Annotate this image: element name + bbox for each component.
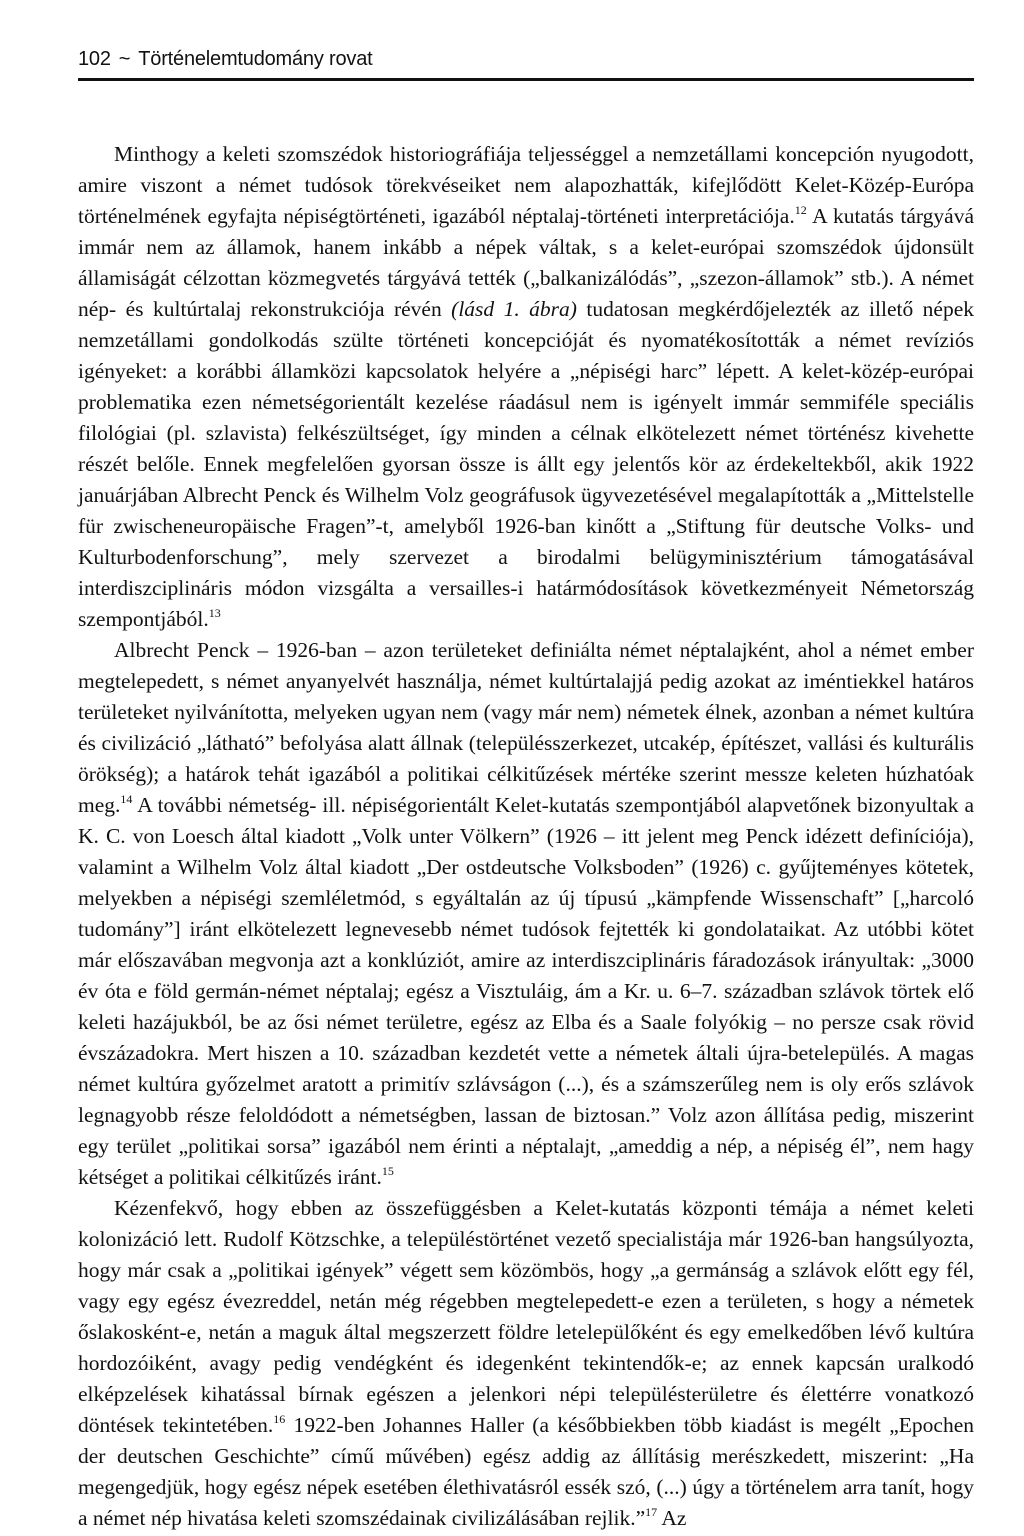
header-rule — [78, 78, 974, 81]
page-number: 102 — [78, 48, 111, 70]
page — [78, 48, 974, 1534]
footnote-ref: 12 — [794, 203, 807, 217]
footnote-ref: 15 — [381, 1164, 394, 1178]
text-run: tudatosan megkérdőjelezték az illető népek nemzetállami gondolkodás szülte történeti koncepcióját és nyomatékosították a német revíziós igényeket: a korábbi államközi kapcsolatok helyére a „népiségi harc” lépett. A kelet-közép-európai problematika ezen németségorientált kezelése ráadásul nem is igényelt immár semmiféle speciális filológiai (pl. szlavista) felkészültséget, így minden a célnak elkötelezett német történész kivehette részét belőle. Ennek megfelelően gyorsan össze is állt egy jelentős kör az érdekeltekből, akik 1922 januárjában Albrecht Penck és Wilhelm Volz geográfusok ügyvezetésével megalapították a „Mittelstelle für zwischeneuropäische Fragen”-t, amelyből 1926-ban kinőtt a „Stiftung für deutsche Volks- und Kulturbodenforschung”, mely szervezet a birodalmi belügyminisztérium támogatásával interdiszciplináris módon vizsgálta a versailles-i határmódosítások következményeit Németország szempontjából. — [78, 297, 974, 631]
text-run: Kézenfekvő, hogy ebben az összefüggésben a Kelet-kutatás központi témája a német keleti kolonizáció lett. Rudolf Kötzschke, a településtörténet vezető specialistája már 1926-ban hangsúlyozta, hogy már csak a „politikai igények” végett sem közömbös, hogy „a germánság a szlávok előtt egy fél, vagy egy egész évezreddel, netán még régebben megtelepedett-e ezen a területen, s hogy a németek őslakosként-e, netán a maguk által megszerzett földre letelepülőként és egy emelkedőben lévő kultúra hordozóiként, avagy pedig vendégként és idegenként tekintendők-e; az ennek kapcsán uralkodó elképzelések kihatással bírnak egészen a jelenkori népi településterületre és élettérre vonatkozó döntések tekintetében. — [78, 1196, 974, 1437]
figure-reference: (lásd 1. ábra) — [451, 297, 577, 321]
footnote-ref: 13 — [208, 606, 221, 620]
footnote-ref: 14 — [120, 792, 133, 806]
text-run: 1922-ben Johannes Haller (a későbbiekben több kiadást is megélt „Epochen der deutschen Geschichte” című művében) egész addig az állításig merészkedett, miszerint: „Ha megengedjük, hogy egész népek esetében élethivatásról essék szó, (...) úgy a történelem arra tanít, hogy a német nép hivatása keleti szomszédainak civilizálásában rejlik.” — [78, 1413, 974, 1530]
section-title: Történelemtudomány rovat — [138, 48, 373, 70]
text-run: Minthogy a keleti szomszédok historiográfiája teljességgel a nemzetállami koncepción nyugodott, amire viszont a német tudósok törekvéseiket nem alapozhatták, kifejlődött Kelet-Közép-Európa történelmének egyfajta népiségtörténeti, igazából néptalaj-történeti interpretációja. — [78, 142, 974, 228]
paragraph — [78, 635, 974, 1193]
text-run: A további németség- ill. népiségorientált Kelet-kutatás szempontjából alapvetőnek bizonyultak a K. C. von Loesch által kiadott „Volk unter Völkern” (1926 – itt jelent meg Penck idézett definíciója), valamint a Wilhelm Volz által kiadott „Der ostdeutsche Volksboden” (1926) c. gyűjteményes kötetek, melyekben a népiségi szemléletmód, s egyáltalán az új típusú „kämpfende Wissenschaft” [„harcoló tudomány”] iránt elkötelezett legnevesebb német tudósok fejtették ki gondolataikat. Az utóbbi kötet már előszavában megvonja azt a konklúziót, amire az interdiszciplináris fáradozások irányultak: „3000 év óta e föld germán-német néptalaj; egész a Visztuláig, ám a Kr. u. 6–7. században szlávok törtek elő keleti hazájukból, be az ősi német területre, egész az Elba és a Saale folyókig – no persze csak rövid évszázadokra. Mert hiszen a 10. században kezdetét vette a németek általi újra-betelepülés. A magas német kultúra győzelmet aratott a primitív szlávságon (...), és a számszerűleg nem is oly erős szlávok legnagyobb része feloldódott a németségben, lassan de biztosan.” Volz azon állítása pedig, miszerint egy terület „politikai sorsa” igazából nem érinti a néptalajt, „ameddig a nép, a népiség él”, nem hagy kétséget a politikai célkitűzés iránt. — [78, 793, 974, 1189]
text-run: Az — [657, 1506, 687, 1530]
text-run: A kutatás tárgyává immár nem az államok, hanem inkább a népek váltak, s a kelet-európai szomszédok újdonsült államiságát célzottan közmegvetés tárgyává tették („balkanizálódás”, „szezon-államok” stb.). A német nép- és kultúrtalaj rekonstrukciója révén — [78, 204, 974, 321]
footnote-ref: 16 — [273, 1412, 286, 1426]
footnote-ref: 17 — [645, 1505, 658, 1519]
paragraph — [78, 1193, 974, 1534]
article-body — [78, 139, 974, 1534]
header-separator: ~ — [118, 48, 131, 70]
running-header — [78, 48, 974, 76]
text-run: Albrecht Penck – 1926-ban – azon területeket definiálta német néptalajként, ahol a német ember megtelepedett, s német anyanyelvét használja, német kultúrtalajjá pedig azokat az iméntiekkel határos területeket nyilvánította, melyeken ugyan nem (vagy már nem) németek élnek, azonban a német kultúra és civilizáció „látható” befolyása alatt állnak (településszerkezet, utcakép, építészet, vallási és kulturális örökség); a határok tehát igazából a politikai célkitűzések mértéke szerint messze keleten húzhatóak meg. — [78, 638, 974, 817]
paragraph — [78, 139, 974, 635]
